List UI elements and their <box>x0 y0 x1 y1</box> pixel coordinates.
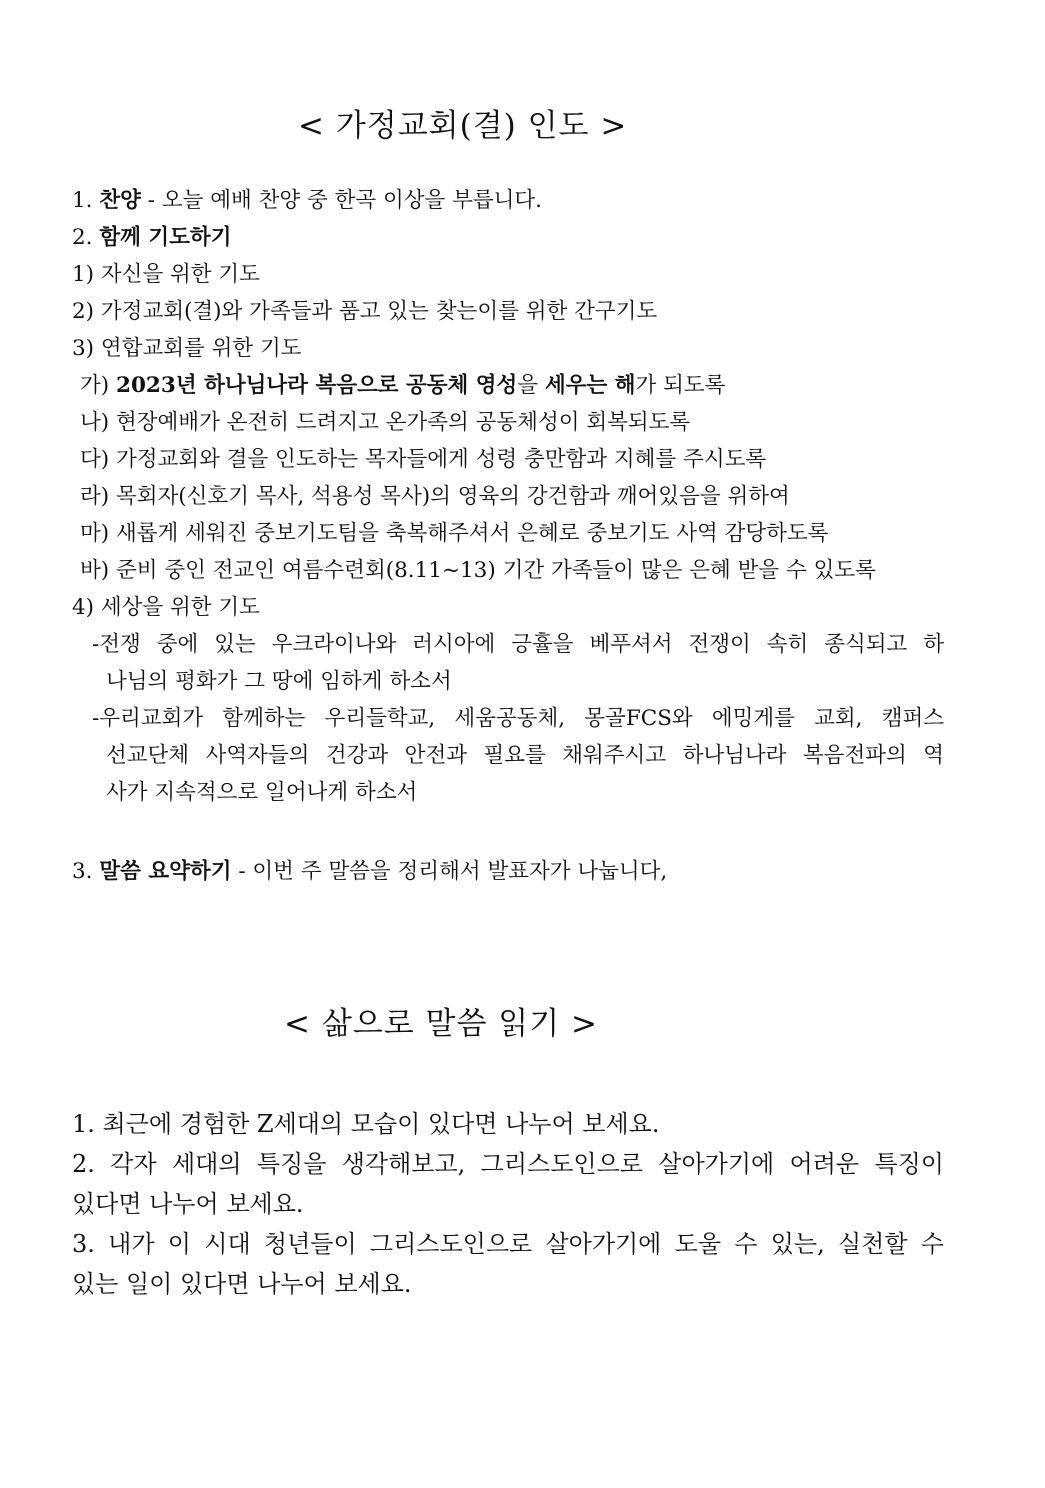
sub-bold-year: 세우는 해 <box>544 373 636 398</box>
item-label: 찬양 <box>99 188 141 213</box>
item-pray-together <box>72 223 231 253</box>
question-2-line2: 있다면 나누어 보세요. <box>72 1190 304 1218</box>
prayer-self: 1) 자신을 위한 기도 <box>72 262 260 287</box>
sub-mid: 을 <box>517 373 545 398</box>
prayer-world-mission-line3: 사가 지속적으로 일어나게 하소서 <box>106 780 418 805</box>
prayer-church-sub-ra: 라) 목회자(신호기 목사, 석용성 목사)의 영육의 강건함과 깨어있음을 위하여 <box>80 484 790 509</box>
section-title-read-word: < 삶으로 말씀 읽기 > <box>284 1006 598 1042</box>
item-text: - 이번 주 말씀을 정리해서 발표자가 나눕니다, <box>238 859 668 884</box>
question-1: 1. 최근에 경험한 Z세대의 모습이 있다면 나누어 보세요. <box>72 1110 660 1138</box>
item-number: 1. <box>72 188 93 213</box>
prayer-world-mission-line1: -우리교회가 함께하는 우리들학교, 세움공동체, 몽골FCS와 에밍게를 교회, 캠퍼스 <box>92 706 944 731</box>
sub-rest: 가 되도록 <box>635 373 726 398</box>
prayer-family: 2) 가정교회(결)와 가족들과 품고 있는 찾는이를 위한 간구기도 <box>72 299 658 324</box>
prayer-world-mission-line2: 선교단체 사역자들의 건강과 안전과 필요를 채워주시고 하나님나라 복음전파의 역 <box>106 743 944 768</box>
item-number: 3. <box>72 859 93 884</box>
question-3-line1: 3. 내가 이 시대 청년들이 그리스도인으로 살아가기에 도울 수 있는, 실천할 수 <box>72 1230 944 1258</box>
prayer-world: 4) 세상을 위한 기도 <box>72 595 260 620</box>
prayer-church-sub-na: 나) 현장예배가 온전히 드려지고 온가족의 공동체성이 회복되도록 <box>80 410 691 435</box>
item-praise <box>72 186 542 216</box>
sub-bold-vision: 2023년 하나님나라 복음으로 공동체 영성 <box>116 373 518 398</box>
sub-prefix: 가) <box>80 373 116 398</box>
question-2-line1: 2. 각자 세대의 특징을 생각해보고, 그리스도인으로 살아가기에 어려운 특징이 <box>72 1150 944 1178</box>
question-3-line2: 있는 일이 있다면 나누어 보세요. <box>72 1270 412 1298</box>
item-number: 2. <box>72 225 93 250</box>
prayer-church: 3) 연합교회를 위한 기도 <box>72 336 302 361</box>
item-label: 말씀 요약하기 <box>99 859 232 884</box>
item-label: 함께 기도하기 <box>99 225 232 250</box>
prayer-church-sub-da: 다) 가정교회와 결을 인도하는 목자들에게 성령 충만함과 지혜를 주시도록 <box>80 447 767 472</box>
item-text: - 오늘 예배 찬양 중 한곡 이상을 부릅니다. <box>147 188 542 213</box>
prayer-church-sub-ga <box>80 371 725 401</box>
prayer-world-war-line2: 나님의 평화가 그 땅에 임하게 하소서 <box>106 669 452 694</box>
section-title-house-church: < 가정교회(결) 인도 > <box>298 108 628 144</box>
prayer-church-sub-ba: 바) 준비 중인 전교인 여름수련회(8.11~13) 기간 가족들이 많은 은혜 받을 수 있도록 <box>80 558 876 583</box>
item-sermon-summary <box>72 857 667 887</box>
prayer-world-war-line1: -전쟁 중에 있는 우크라이나와 러시아에 긍휼을 베푸셔서 전쟁이 속히 종식되고 하 <box>92 632 944 657</box>
prayer-church-sub-ma: 마) 새롭게 세워진 중보기도팀을 축복해주셔서 은혜로 중보기도 사역 감당하도록 <box>80 521 829 546</box>
